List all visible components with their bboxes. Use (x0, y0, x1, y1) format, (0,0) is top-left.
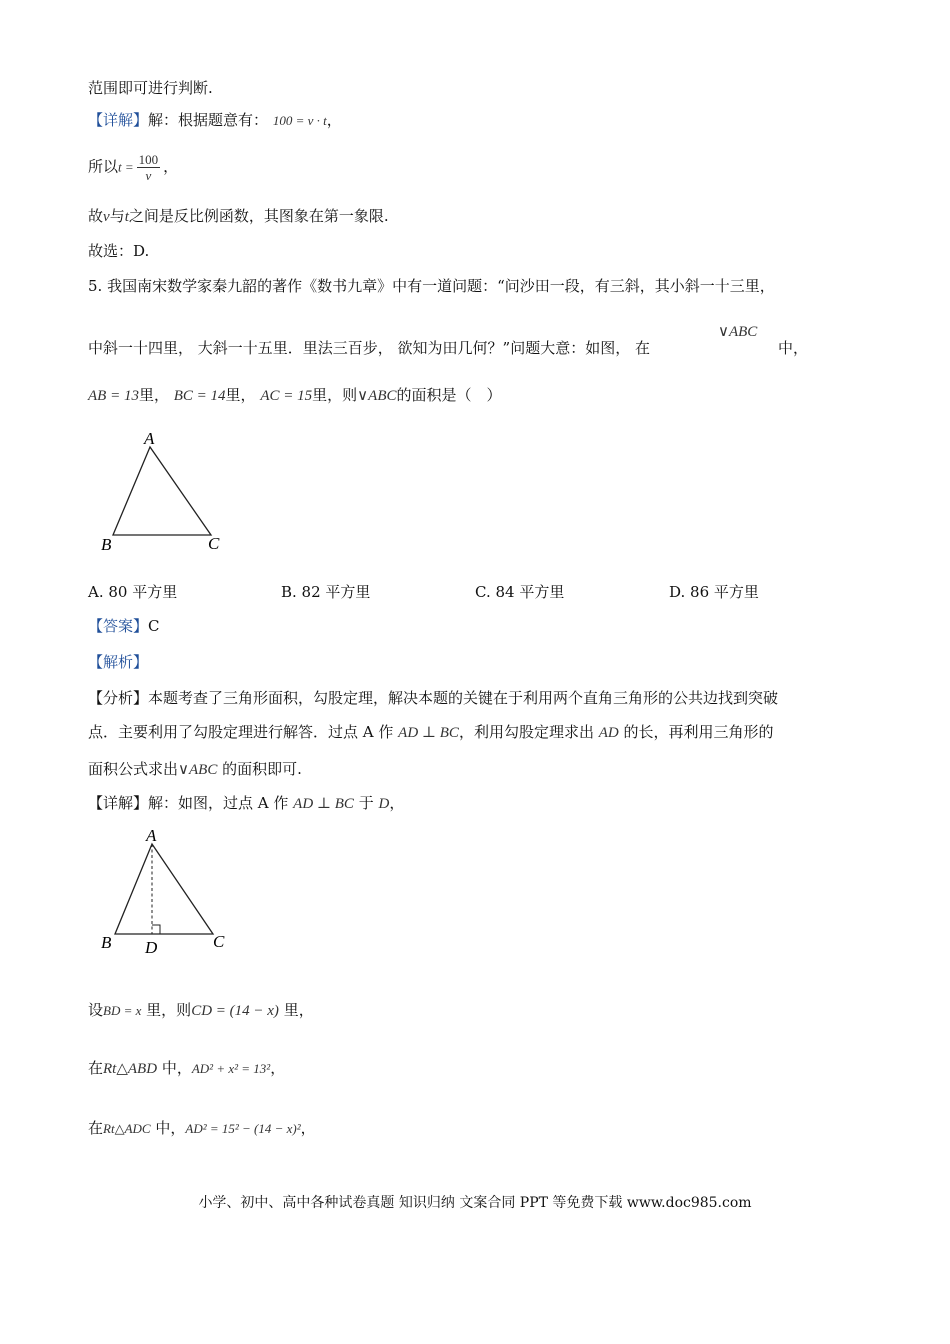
answer-line (88, 616, 160, 636)
vertex-a-label: A (146, 826, 157, 845)
choose-line: 故选：D. (88, 242, 150, 260)
setup-line: 设BD = x 里，则CD = (14 − x) 里， (88, 1001, 314, 1019)
analysis-heading: 【解析】 (88, 653, 149, 671)
equation: 100 = v · t (272, 113, 327, 128)
so-line: 所以t = $\frac{100}{v}$ ， (88, 152, 179, 183)
answer-tag: 【答案】 (88, 617, 149, 635)
triangle-abc-2 (115, 844, 213, 934)
fraction: $\frac{100}{v}$ (138, 152, 159, 183)
analysis-line-1: 【分析】本题考查了三角形面积，勾股定理，解决本题的关键在于利用两个直角三角形的公共边找到突破 (88, 689, 779, 707)
question-line-2-end: 中， (778, 339, 809, 357)
vertex-b-label: B (101, 535, 112, 554)
detail-tag: 【详解】 (88, 111, 149, 129)
answer-value: C (148, 617, 160, 635)
text-line: 范围即可进行判断. (88, 79, 213, 97)
right-angle-mark (152, 925, 160, 934)
equation-line-abd: 在Rt△ABD 中，AD² + x² = 13²， (88, 1059, 286, 1077)
question-line-3: AB = 13里， BC = 14里， AC = 15里，则∨ABC的面积是（ ） (88, 386, 502, 404)
triangle-figure (95, 425, 235, 560)
triangle-symbol: ∨ABC (718, 324, 758, 340)
equation-line-adc: 在Rt△ADC 中，AD² = 15² − (14 − x)²， (88, 1119, 316, 1137)
hence-line: 故v与t之间是反比例函数，其图象在第一象限. (88, 207, 389, 225)
option-a[interactable]: A. 80 平方里 (88, 583, 178, 601)
triangle-abc (113, 447, 211, 535)
question-line-1: 5. 我国南宋数学家秦九韶的著作《数书九章》中有一道问题：“问沙田一段，有三斜，其小斜一十三里， (88, 277, 775, 295)
analysis-line-2: 点．主要利用了勾股定理进行解答．过点 A 作 AD ⊥ BC，利用勾股定理求出 AD 的长，再利用三角形的 (88, 723, 774, 741)
vertex-c-label: C (213, 932, 225, 951)
page-footer: 小学、初中、高中各种试卷真题 知识归纳 文案合同 PPT 等免费下载 www.doc985.com (198, 1195, 752, 1211)
analysis-line-3: 面积公式求出∨ABC 的面积即可. (88, 760, 302, 778)
detail-line: 【详解】解：根据题意有： 100 = v · t， (88, 111, 342, 129)
option-b[interactable]: B. 82 平方里 (281, 583, 371, 601)
vertex-b-label: B (101, 933, 112, 952)
vertex-c-label: C (208, 534, 220, 553)
vertex-a-label: A (144, 429, 155, 448)
option-d[interactable]: D. 86 平方里 (669, 583, 759, 601)
foot-d-label: D (145, 938, 158, 957)
question-line-2: 中斜一十四里， 大斜一十五里．里法三百步， 欲知为田几何？”问题大意：如图， 在 (88, 339, 650, 357)
triangle-altitude-figure (95, 822, 235, 960)
detail-line-2: 【详解】解：如图，过点 A 作 AD ⊥ BC 于 D， (88, 794, 405, 812)
option-c[interactable]: C. 84 平方里 (475, 583, 565, 601)
